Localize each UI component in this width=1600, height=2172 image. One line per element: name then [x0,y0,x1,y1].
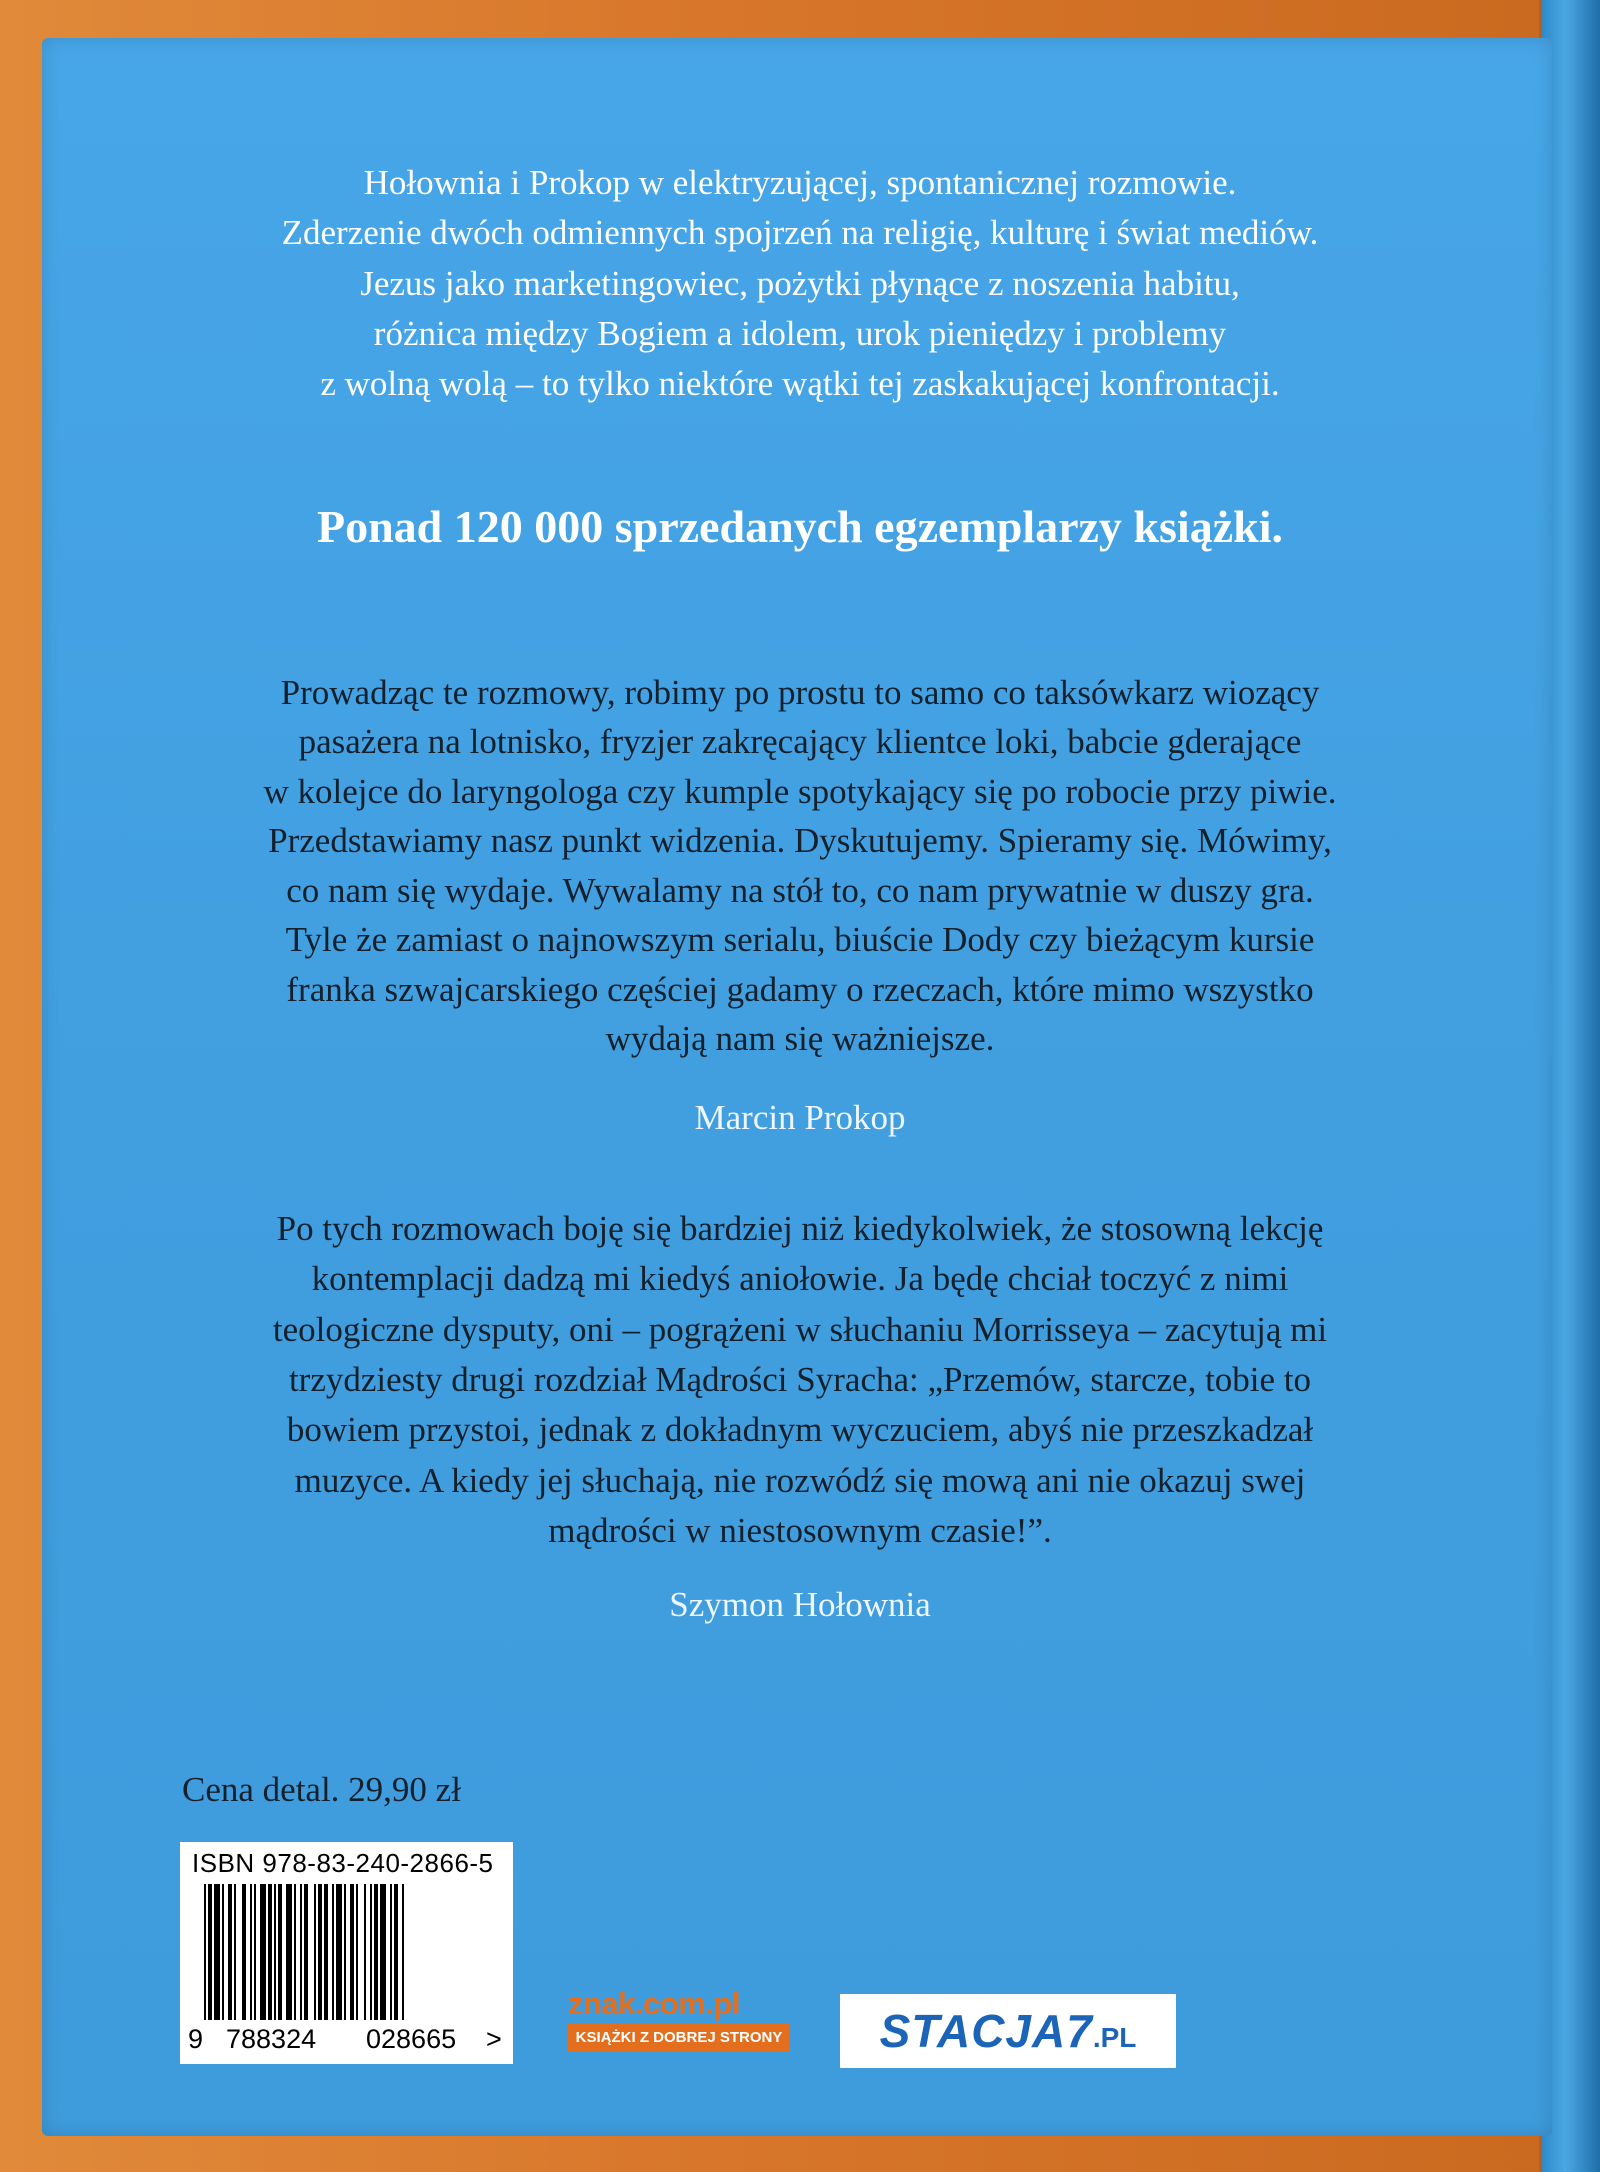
znak-tagline: KSIĄŻKI Z DOBREJ STRONY [568,2024,790,2052]
barcode-lead-digit: 9 [188,2024,204,2054]
quote-line: w kolejce do laryngologa czy kumple spotykający się po robocie przy piwie. [263,772,1337,811]
quote-line: Przedstawiamy nasz punkt widzenia. Dyskutujemy. Spieramy się. Mówimy, [268,821,1332,860]
quote-author: Marcin Prokop [694,1098,906,1137]
barcode-label [180,1842,513,2064]
stacja7-wordmark: STACJA7 [879,2005,1093,2057]
quote-author: Szymon Hołownia [669,1585,931,1624]
quote-line: trzydziesty drugi rozdział Mądrości Syracha: „Przemów, starcze, tobie to [288,1360,1312,1399]
quote-line: mądrości w niestosownym czasie!”. [548,1511,1052,1550]
intro-line: z wolną wolą – to tylko niektóre wątki tej zaskakującej konfrontacji. [320,364,1280,403]
retail-price: Cena detal. 29,90 zł [182,1770,461,1809]
intro-line: Zderzenie dwóch odmiennych spojrzeń na religię, kulturę i świat mediów. [281,213,1319,252]
quote-line: kontemplacji dadzą mi kiedyś aniołowie. Ja będę chciał toczyć z nimi [311,1259,1289,1298]
intro-line: Jezus jako marketingowiec, pożytki płynące z noszenia habitu, [360,264,1240,303]
quote-line: pasażera na lotnisko, fryzjer zakręcający klientce loki, babcie gderające [298,722,1302,761]
quote-line: franka szwajcarskiego częściej gadamy o rzeczach, które mimo wszystko [286,970,1314,1009]
quote-line: Tyle że zamiast o najnowszym serialu, biuście Dody czy bieżącym kursie [285,920,1315,959]
quote-line: Po tych rozmowach boję się bardziej niż kiedykolwiek, że stosowną lekcję [276,1209,1324,1248]
intro-line: różnica między Bogiem a idolem, urok pieniędzy i problemy [373,314,1227,353]
znak-publisher-logo [568,1986,790,2052]
quote-line: Prowadząc te rozmowy, robimy po prostu to samo co taksówkarz wiozący [280,673,1320,712]
quote-line: wydają nam się ważniejsze. [605,1019,995,1058]
barcode-icon [188,1884,505,2024]
barcode-left-digits: 788324 [226,2024,317,2054]
isbn-number: ISBN 978-83-240-2866-5 [192,1848,494,1878]
sales-headline: Ponad 120 000 sprzedanych egzemplarzy książki. [317,501,1283,552]
quote-line: muzyce. A kiedy jej słuchają, nie rozwódź się mową ani nie okazuj swej [294,1461,1306,1500]
stacja7-logo [840,1994,1176,2068]
quote-line: co nam się wydaje. Wywalamy na stół to, co nam prywatnie w duszy gra. [286,871,1314,910]
quote-line: bowiem przystoi, jednak z dokładnym wyczuciem, abyś nie przeszkadzał [286,1410,1314,1449]
stacja7-domain-suffix: .PL [1092,2022,1137,2053]
znak-url: znak.com.pl [568,1986,740,2021]
barcode-end-mark: > [486,2024,502,2054]
barcode-right-digits: 028665 [366,2024,457,2054]
intro-line: Hołownia i Prokop w elektryzującej, spontanicznej rozmowie. [363,163,1237,202]
quote-line: teologiczne dysputy, oni – pogrążeni w słuchaniu Morrisseya – zacytują mi [272,1310,1328,1349]
